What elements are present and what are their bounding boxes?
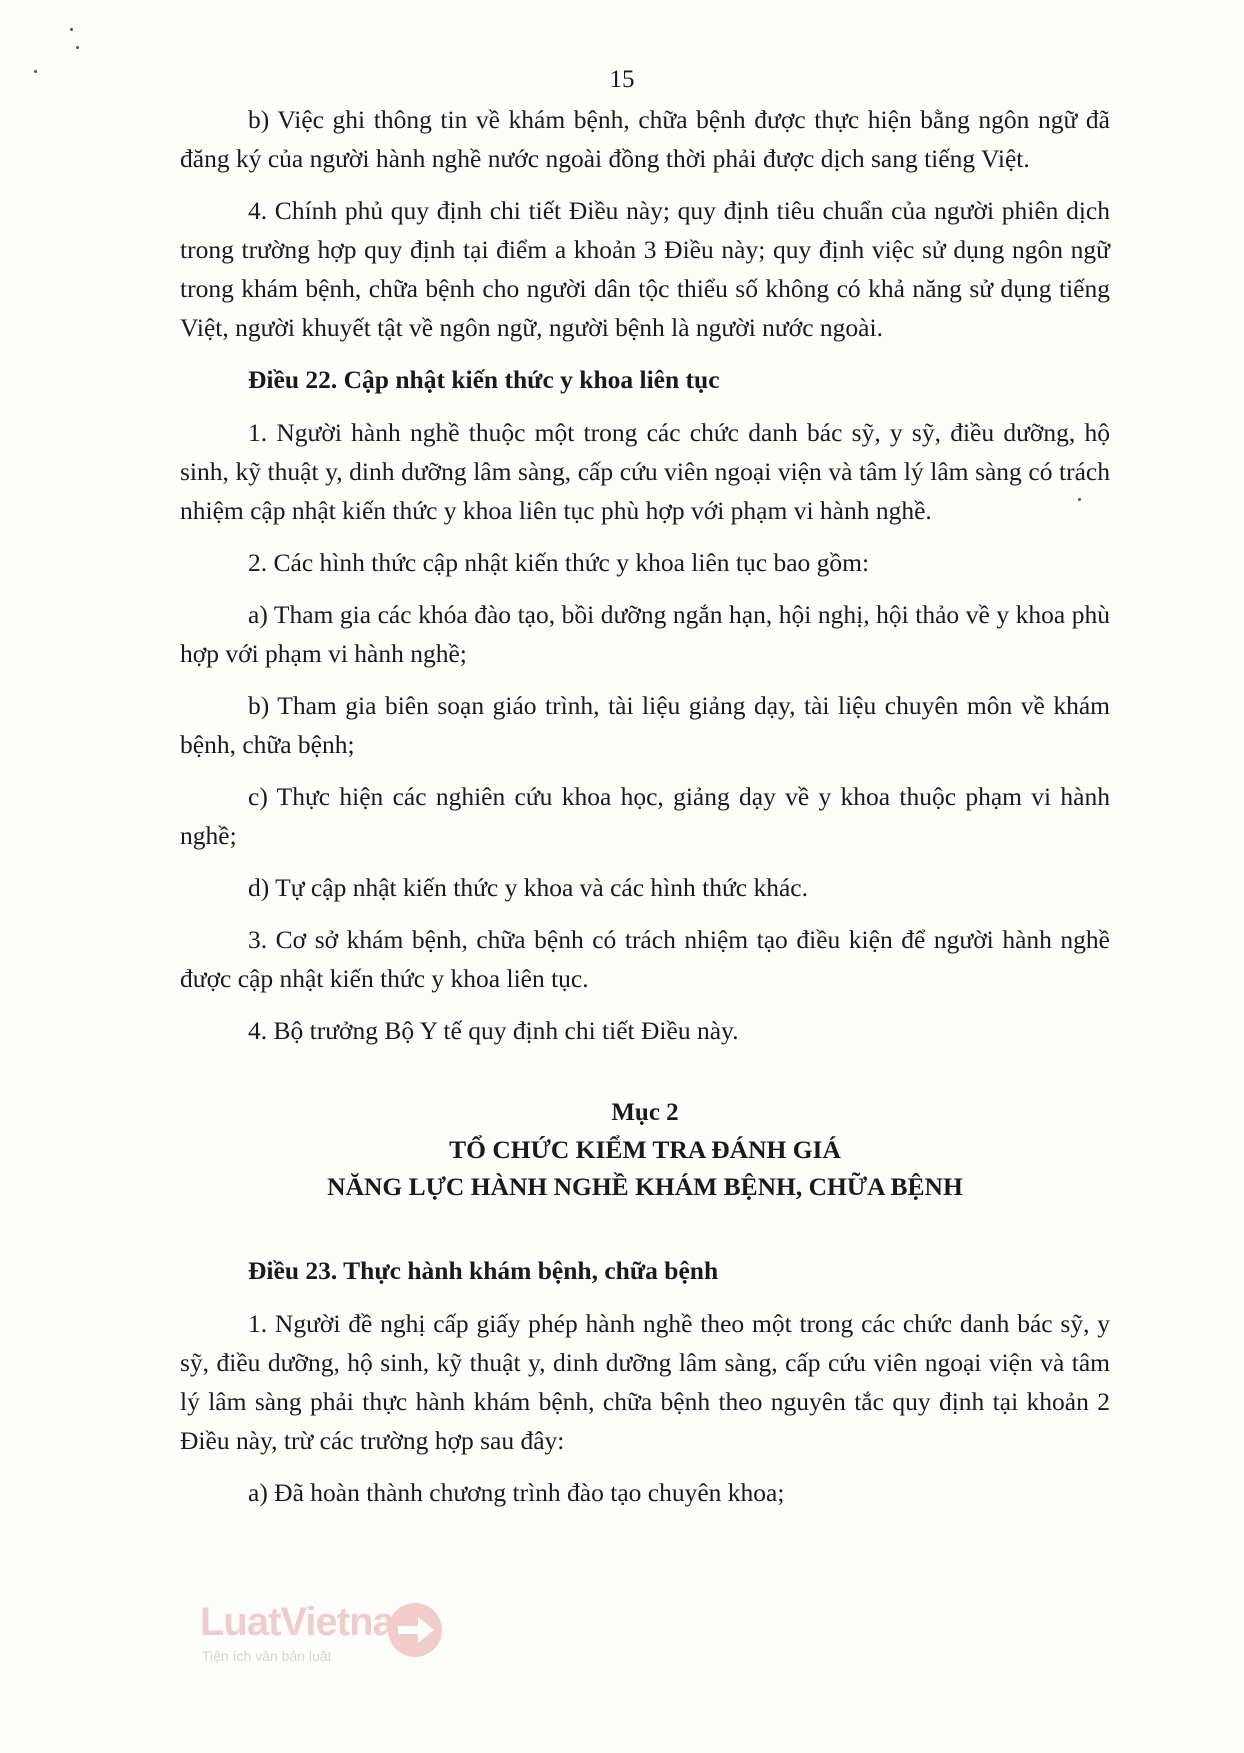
section-heading [180, 1094, 1110, 1205]
article-22-clause-4: 4. Bộ trưởng Bộ Y tế quy định chi tiết Điều này. [248, 1016, 739, 1045]
article-23-title: Điều 23. Thực hành khám bệnh, chữa bệnh [248, 1256, 719, 1285]
paragraph-top-b: b) Việc ghi thông tin về khám bệnh, chữa bệnh được thực hiện bằng ngôn ngữ đã đăng ký của người hành nghề nước ngoài đồng thời phải được dịch sang tiếng Việt. [180, 105, 1110, 173]
document-body [180, 100, 1110, 1525]
watermark-brand: LuatVietnam [200, 1600, 429, 1644]
article-22-point-c: c) Thực hiện các nghiên cứu khoa học, giảng dạy về y khoa thuộc phạm vi hành nghề; [180, 782, 1110, 850]
article-22-clause-1: 1. Người hành nghề thuộc một trong các chức danh bác sỹ, y sỹ, điều dưỡng, hộ sinh, kỹ thuật y, dinh dưỡng lâm sàng, cấp cứu viên ngoại viện và tâm lý lâm sàng có trách nhiệm cập nhật kiến thức y khoa liên tục phù hợp với phạm vi hành nghề. [180, 418, 1110, 525]
article-22-clause-3: 3. Cơ sở khám bệnh, chữa bệnh có trách nhiệm tạo điều kiện để người hành nghề được cập nhật kiến thức y khoa liên tục. [180, 925, 1110, 993]
section-label: Mục 2 [611, 1099, 679, 1126]
article-23-point-a: a) Đã hoàn thành chương trình đào tạo chuyên khoa; [248, 1478, 785, 1507]
watermark-tagline: Tiện ích văn bản luật [202, 1648, 332, 1664]
article-23-clause-1: 1. Người đề nghị cấp giấy phép hành nghề theo một trong các chức danh bác sỹ, y sỹ, điều dưỡng, hộ sinh, kỹ thuật y, dinh dưỡng lâm sàng, cấp cứu viên ngoại viện và tâm lý lâm sàng phải thực hành khám bệnh, chữa bệnh theo nguyên tắc quy định tại khoản 2 Điều này, trừ các trường hợp sau đây: [180, 1309, 1110, 1455]
page-number: 15 [609, 66, 635, 93]
article-22-clause-2: 2. Các hình thức cập nhật kiến thức y khoa liên tục bao gồm: [248, 548, 870, 577]
scan-speck [70, 28, 73, 31]
article-22-point-d: d) Tự cập nhật kiến thức y khoa và các hình thức khác. [248, 873, 809, 902]
section-title-line-1: TỔ CHỨC KIỂM TRA ĐÁNH GIÁ [449, 1135, 841, 1164]
watermark-logo [200, 1600, 460, 1680]
article-22-point-a: a) Tham gia các khóa đào tạo, bồi dưỡng ngắn hạn, hội nghị, hội thảo về y khoa phù hợp với phạm vi hành nghề; [180, 600, 1110, 668]
article-22-point-b: b) Tham gia biên soạn giáo trình, tài liệu giảng dạy, tài liệu chuyên môn về khám bệnh, chữa bệnh; [180, 691, 1110, 759]
arrow-right-icon [380, 1600, 450, 1660]
section-spacer [180, 1205, 1110, 1239]
article-22-title: Điều 22. Cập nhật kiến thức y khoa liên tục [248, 365, 720, 394]
scan-speck [76, 46, 79, 49]
section-title-line-2: NĂNG LỰC HÀNH NGHỀ KHÁM BỆNH, CHỮA BỆNH [327, 1172, 963, 1201]
paragraph-top-4: 4. Chính phủ quy định chi tiết Điều này; quy định tiêu chuẩn của người phiên dịch trong trường hợp quy định tại điểm a khoản 3 Điều này; quy định việc sử dụng ngôn ngữ trong khám bệnh, chữa bệnh cho người dân tộc thiểu số không có khả năng sử dụng tiếng Việt, người khuyết tật về ngôn ngữ, người bệnh là người nước ngoài. [180, 196, 1110, 342]
